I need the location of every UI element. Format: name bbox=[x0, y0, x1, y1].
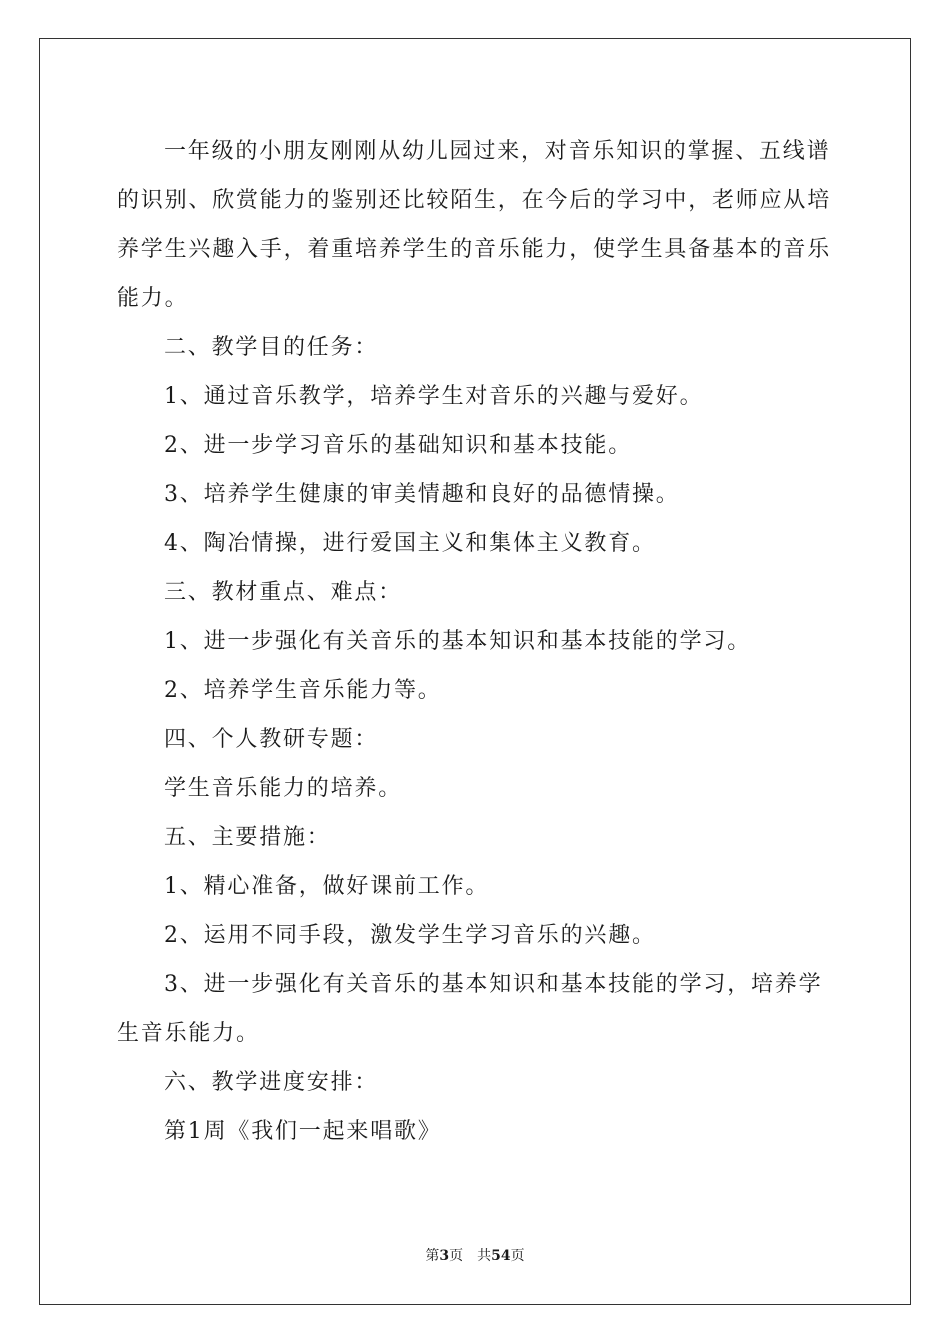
page-prefix: 第 bbox=[425, 1248, 440, 1264]
list-item: 3、培养学生健康的审美情趣和良好的品德情操。 bbox=[164, 482, 680, 507]
heading-measures: 五、主要措施： bbox=[164, 825, 331, 850]
research-topic-text: 学生音乐能力的培养。 bbox=[164, 776, 403, 801]
list-item: 3、进一步强化有关音乐的基本知识和基本技能的学习，培养学生音乐能力。 bbox=[117, 972, 823, 1046]
total-suffix: 页 bbox=[510, 1248, 525, 1264]
document-body bbox=[117, 127, 835, 1156]
list-item: 2、培养学生音乐能力等。 bbox=[164, 678, 442, 703]
list-item: 1、进一步强化有关音乐的基本知识和基本技能的学习。 bbox=[164, 629, 751, 654]
page-suffix: 页 bbox=[449, 1248, 464, 1264]
page-number: 3 bbox=[439, 1248, 450, 1264]
total-pages: 54 bbox=[491, 1248, 511, 1264]
heading-key-points: 三、教材重点、难点： bbox=[164, 580, 403, 605]
list-item: 2、运用不同手段，激发学生学习音乐的兴趣。 bbox=[164, 923, 656, 948]
schedule-item: 第1周《我们一起来唱歌》 bbox=[164, 1119, 442, 1144]
heading-research-topic: 四、个人教研专题： bbox=[164, 727, 379, 752]
list-item: 2、进一步学习音乐的基础知识和基本技能。 bbox=[164, 433, 632, 458]
heading-schedule: 六、教学进度安排： bbox=[164, 1070, 379, 1095]
total-prefix: 共 bbox=[477, 1248, 492, 1264]
list-item: 4、陶冶情操，进行爱国主义和集体主义教育。 bbox=[164, 531, 656, 556]
list-item: 1、精心准备，做好课前工作。 bbox=[164, 874, 490, 899]
paragraph-intro: 一年级的小朋友刚刚从幼儿园过来，对音乐知识的掌握、五线谱的识别、欣赏能力的鉴别还比较陌生，在今后的学习中，老师应从培养学生兴趣入手，着重培养学生的音乐能力，使学生具备基本的音乐能力。 bbox=[117, 139, 832, 311]
page-footer bbox=[0, 1247, 950, 1265]
heading-teaching-goals: 二、教学目的任务： bbox=[164, 335, 379, 360]
list-item: 1、通过音乐教学，培养学生对音乐的兴趣与爱好。 bbox=[164, 384, 704, 409]
